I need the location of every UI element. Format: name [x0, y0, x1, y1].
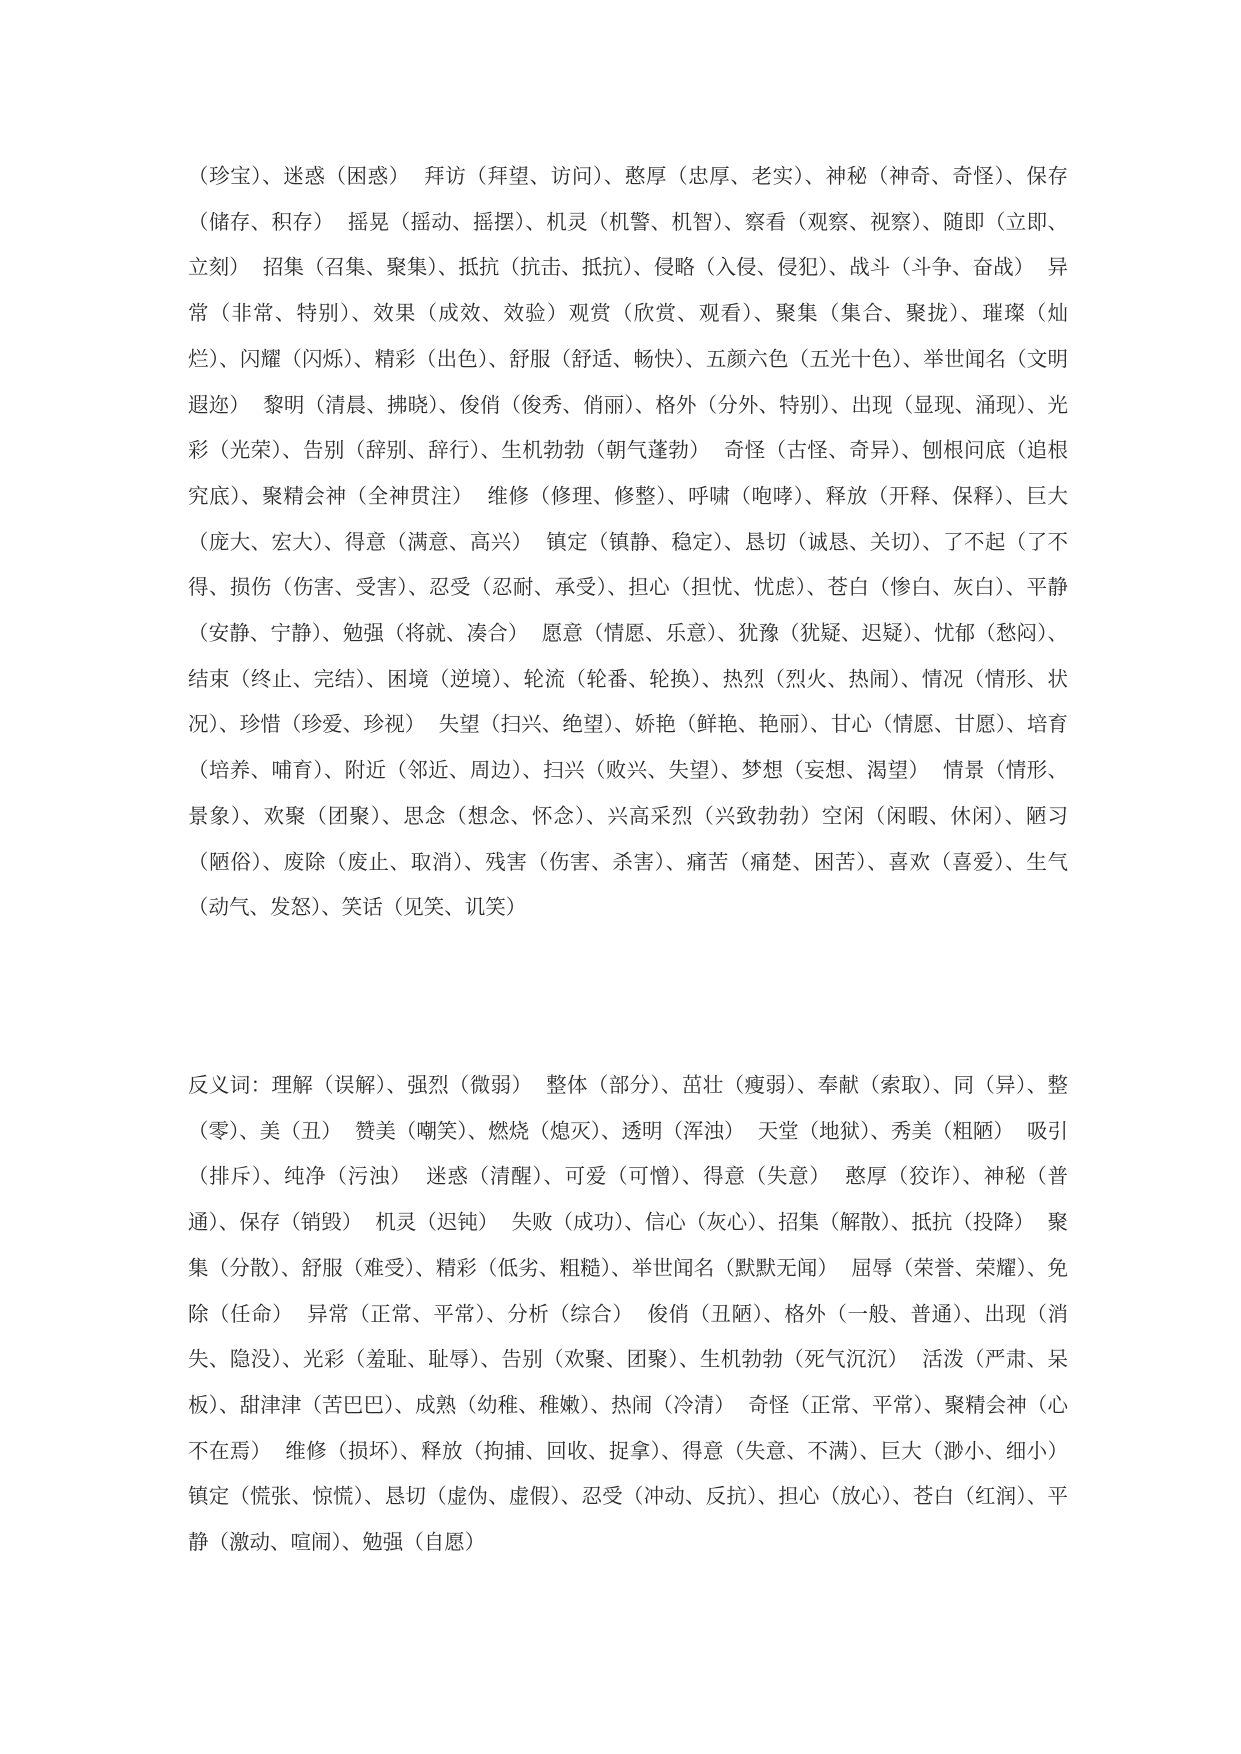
antonyms-paragraph: 反义词：理解（误解）、强烈（微弱） 整体（部分）、茁壮（瘦弱）、奉献（索取）、同（异）、整（零）、美（丑） 赞美（嘲笑）、燃烧（熄灭）、透明（浑浊） 天堂（地狱）、秀美（粗陋） 吸引（排斥）、纯净（污浊） 迷惑（清醒）、可爱（可憎）、得意（失意） 憨厚（狡诈）、神秘（普通）、保存（销毁） 机灵（迟钝） 失败（成功）、信心（灰心）、招集（解散）、抵抗（投降） 聚集（分散）、舒服（难受）、精彩（低劣、粗糙）、举世闻名（默默无闻） 屈辱（荣誉、荣耀）、免除（任命） 异常（正常、平常）、分析（综合） 俊俏（丑陋）、格外（一般、普通）、出现（消失、隐没）、光彩（羞耻、耻辱）、告别（欢聚、团聚）、生机勃勃（死气沉沉） 活泼（严肃、呆板）、甜津津（苦巴巴）、成熟（幼稚、稚嫩）、热闹（冷清） 奇怪（正常、平常）、聚精会神（心不在焉） 维修（损坏）、释放（拘捕、回收、捉拿）、得意（失意、不满）、巨大（渺小、细小） 镇定（慌张、惊慌）、恳切（虚伪、虚假）、忍受（冲动、反抗）、担心（放心）、苍白（红润）、平静（激动、喧闹）、勉强（自愿）: [188, 1073, 1082, 1555]
synonyms-paragraph: （珍宝）、迷惑（困惑） 拜访（拜望、访问）、憨厚（忠厚、老实）、神秘（神奇、奇怪）、保存（储存、积存） 摇晃（摇动、摇摆）、机灵（机警、机智）、察看（观察、视察）、随即（立即、立刻） 招集（召集、聚集）、抵抗（抗击、抵抗）、侵略（入侵、侵犯）、战斗（斗争、奋战） 异常（非常、特别）、效果（成效、效验）观赏（欣赏、观看）、聚集（集合、聚拢）、璀璨（灿烂）、闪耀（闪烁）、精彩（出色）、舒服（舒适、畅快）、五颜六色（五光十色）、举世闻名（文明遐迩） 黎明（清晨、拂晓）、俊俏（俊秀、俏丽）、格外（分外、特别）、出现（显现、涌现）、光彩（光荣）、告别（辞别、辞行）、生机勃勃（朝气蓬勃） 奇怪（古怪、奇异）、刨根问底（追根究底）、聚精会神（全神贯注） 维修（修理、修整）、呼啸（咆哮）、释放（开释、保释）、巨大（庞大、宏大）、得意（满意、高兴） 镇定（镇静、稳定）、恳切（诚恳、关切）、了不起（了不得、损伤（伤害、受害）、忍受（忍耐、承受）、担心（担忧、忧虑）、苍白（惨白、灰白）、平静（安静、宁静）、勉强（将就、凑合） 愿意（情愿、乐意）、犹豫（犹疑、迟疑）、忧郁（愁闷）、结束（终止、完结）、困境（逆境）、轮流（轮番、轮换）、热烈（烈火、热闹）、情况（情形、状况）、珍惜（珍爱、珍视） 失望（扫兴、绝望）、娇艳（鲜艳、艳丽）、甘心（情愿、甘愿）、培育（培养、哺育）、附近（邻近、周边）、扫兴（败兴、失望）、梦想（妄想、渴望） 情景（情形、景象）、欢聚（团聚）、思念（想念、怀念）、兴高采烈（兴致勃勃）空闲（闲暇、休闲）、陋习（陋俗）、废除（废止、取消）、残害（伤害、杀害）、痛苦（痛楚、困苦）、喜欢（喜爱）、生气（动气、发怒）、笑话（见笑、讥笑）: [188, 164, 1068, 920]
